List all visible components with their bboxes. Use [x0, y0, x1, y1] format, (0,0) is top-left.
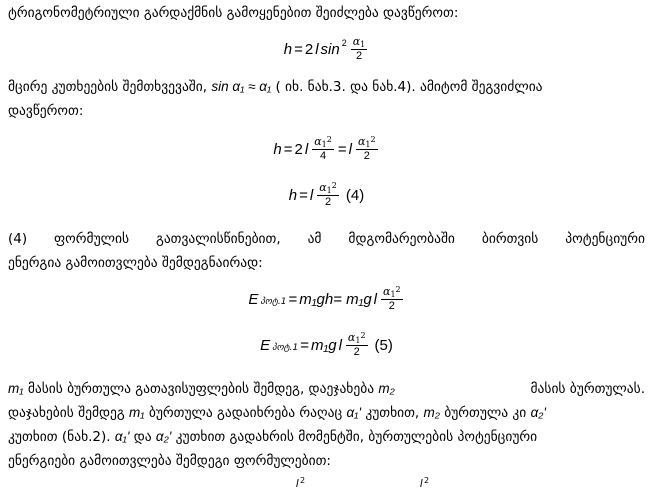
sin-approx: sin α₁ ≈ α₁ — [211, 79, 272, 94]
math-h: h — [288, 186, 298, 204]
equation-1 — [0, 36, 653, 62]
paragraph-text: დაჯახების შემდეგ — [8, 405, 125, 421]
denominator: 2 — [324, 196, 332, 208]
equation-4 — [0, 286, 653, 312]
math-E: E — [260, 336, 271, 354]
math-l: l — [373, 290, 378, 308]
sup-2: 2 — [326, 135, 332, 144]
alpha: α — [314, 135, 322, 148]
math-alpha2-prime: α₂ʹ — [530, 405, 547, 420]
math-h: h — [273, 140, 282, 158]
paragraph-text: დავწეროთ: — [8, 103, 84, 119]
math-m2: m₂ — [378, 381, 395, 396]
text-line-9 — [8, 452, 645, 470]
sup-2: 2 — [331, 181, 337, 190]
math-E-sub: პოტ.1 — [272, 343, 299, 353]
math-l: l — [348, 140, 352, 158]
equation-5 — [0, 332, 653, 358]
math-m1: m₁ — [8, 381, 24, 396]
math-eq: = — [337, 140, 347, 158]
math-l: l — [304, 140, 309, 158]
sup-2: 2 — [424, 476, 430, 485]
equation-label-4: (4) — [345, 186, 365, 204]
denominator: 2 — [353, 346, 360, 358]
math-E-sub: პოტ.1 — [260, 297, 287, 307]
alpha: α — [347, 331, 356, 344]
text-line-6 — [8, 380, 645, 398]
denominator: 2 — [355, 50, 363, 62]
sup-2: 2 — [370, 135, 376, 144]
text-line-4 — [8, 230, 645, 248]
paragraph-text: ენერგია გამოითვლება შემდეგნაირად: — [8, 255, 263, 271]
alpha: α — [383, 285, 391, 298]
math-eq: = — [294, 40, 303, 58]
fraction — [346, 332, 368, 358]
paragraph-text: ტრიგონომეტრიული გარდაქმნის გამოყენებით შეიძლება დავწეროთ: — [8, 5, 459, 21]
math-eq: = — [288, 290, 298, 308]
math-m1: m₁ — [129, 405, 145, 420]
math-two: 2 — [304, 40, 314, 58]
text-line-3 — [8, 102, 645, 120]
sup-2: 2 — [360, 331, 366, 340]
paragraph-text: კუთხით (ნახ.2). — [8, 429, 111, 445]
word: (4) — [8, 231, 28, 247]
word: პოტენციური — [565, 231, 645, 247]
word: ფორმულის — [54, 231, 130, 247]
alpha: α — [319, 181, 327, 194]
paragraph-text: და — [133, 429, 152, 445]
math-l: l — [309, 186, 314, 204]
math-alpha1-prime: α₁ʹ — [346, 405, 362, 420]
word: გათვალისწინებით, — [155, 231, 281, 247]
fraction — [381, 286, 403, 312]
math-eq: = — [283, 140, 293, 158]
word: მდგომარეობაში — [348, 231, 455, 247]
sub-1: 1 — [365, 140, 371, 149]
fraction — [356, 136, 378, 162]
sub-1: 1 — [355, 336, 361, 345]
math-l: l — [296, 478, 299, 490]
paragraph-text: მასის ბურთულას. — [530, 381, 645, 397]
paragraph-text: მასის ბურთულა გათავისუფლების შემდეგ, დაეჯახება — [27, 381, 375, 397]
paragraph-text: კუთხით, — [365, 405, 420, 421]
paragraph-text: ენერგიები გამოითვლება შემდეგი ფორმულებით: — [8, 453, 331, 469]
sub-1: 1 — [326, 186, 332, 195]
math-l: l — [315, 40, 319, 58]
paragraph-text: ბურთულა გადაიხრება რაღაც — [148, 405, 343, 421]
sup-2: 2 — [395, 285, 401, 294]
paragraph-text: მცირე კუთხეების შემთხვევაში, — [8, 79, 208, 95]
math-sin: sin — [320, 40, 340, 58]
sub-1: 1 — [321, 140, 327, 149]
denominator: 2 — [363, 150, 370, 162]
math-E: E — [248, 290, 259, 308]
denominator: 4 — [319, 150, 327, 162]
math-eq: = — [300, 336, 309, 354]
sup-2: 2 — [300, 476, 306, 485]
math-l: l — [338, 336, 342, 354]
text-line-5 — [8, 254, 645, 272]
text-line-8 — [8, 428, 645, 446]
math-sq: 2 — [341, 38, 347, 48]
denominator: 2 — [388, 300, 395, 312]
equation-label-5: (5) — [374, 336, 393, 354]
alpha: α — [352, 35, 361, 48]
math-two: 2 — [294, 140, 303, 158]
text-line-7 — [8, 404, 645, 422]
text-line-2 — [8, 78, 645, 96]
math-alpha1-prime: α₁ʹ — [114, 429, 130, 444]
alpha: α — [357, 135, 366, 148]
paragraph-text: ( იხ. ნახ.3. და ნახ.4). ამიტომ შეგვიძლია — [275, 79, 543, 95]
cut-off-formula — [0, 476, 653, 490]
sub-1: 1 — [360, 40, 366, 49]
math-alpha2-prime: α₂ʹ — [155, 429, 172, 444]
equation-2 — [0, 136, 653, 162]
fraction — [312, 136, 334, 162]
math-m1gh: m₁gh= m₁g — [299, 290, 372, 308]
fraction — [317, 182, 339, 208]
sub-1: 1 — [390, 290, 396, 299]
math-m2: m₂ — [423, 405, 440, 420]
math-m1g: m₁g — [311, 336, 337, 354]
text-line-1 — [8, 4, 645, 22]
paragraph-text: ბურთულა კი — [444, 405, 527, 421]
math-eq: = — [299, 186, 308, 204]
math-l: l — [420, 478, 423, 490]
fraction — [351, 36, 368, 62]
word: ბირთვის — [481, 231, 539, 247]
word: ამ — [307, 231, 322, 247]
equation-3 — [0, 182, 653, 208]
paragraph-text: კუთხით გადახრის მომენტში, ბურთულების პოტენციური — [175, 429, 538, 445]
math-h: h — [283, 40, 293, 58]
